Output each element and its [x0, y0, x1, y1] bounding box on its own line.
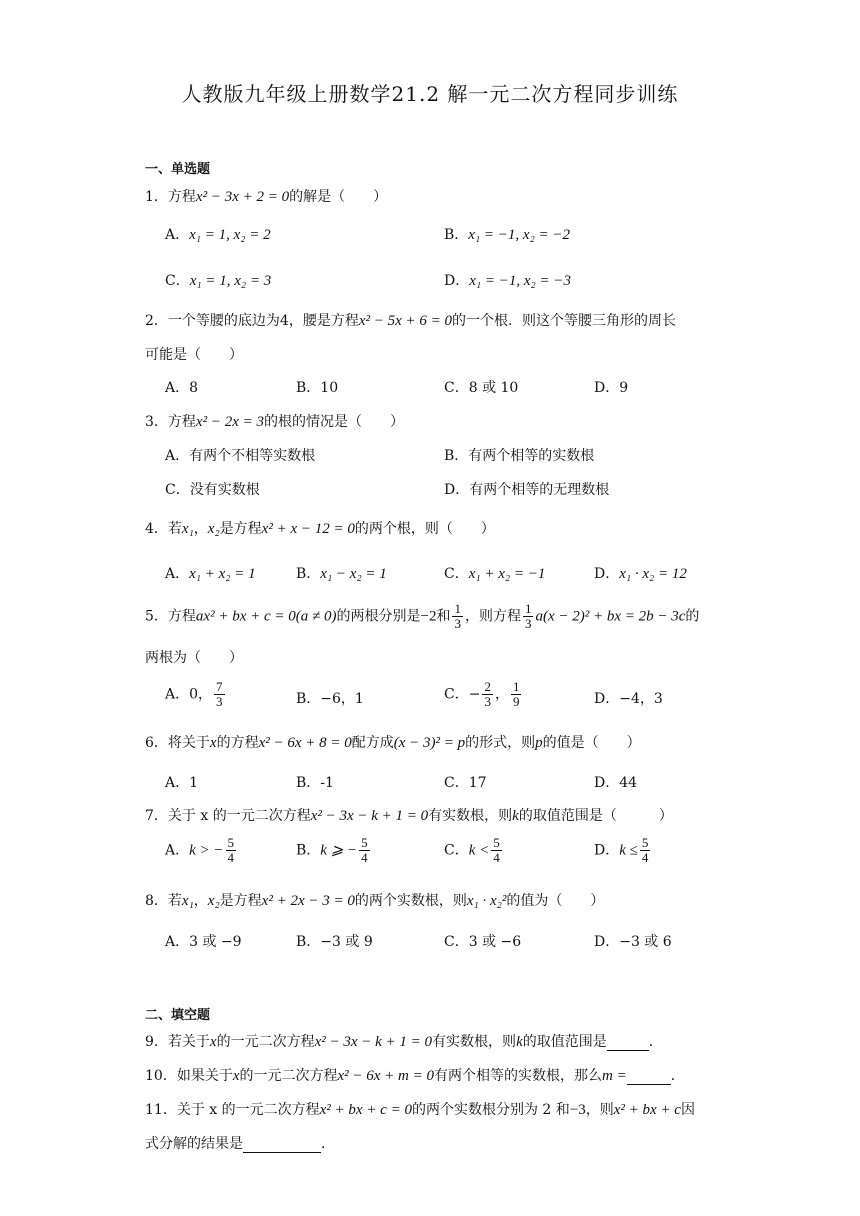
q1-stem-end: 的解是（ ） — [289, 189, 388, 205]
q8-option-a[interactable]: A．3 或 −9 — [165, 934, 242, 950]
question-11-cont: 式分解的结果是 ． — [145, 1136, 335, 1152]
q1-option-a[interactable]: A．x₁ = 1, x₂ = 2 — [165, 227, 271, 243]
q4-option-a[interactable]: A．x₁ + x₂ = 1 — [165, 566, 256, 582]
q10-answer-blank[interactable] — [627, 1068, 671, 1085]
question-3: 3．方程x² − 2x = 3的根的情况是（ ） — [145, 414, 404, 430]
q3-option-a[interactable]: A．有两个不相等实数根 — [165, 448, 316, 464]
question-6: 6．将关于x的方程x² − 6x + 8 = 0配方成(x − 3)² = p的形式，则p的值是（ ） — [145, 735, 641, 751]
q5-option-a[interactable]: A．0， $\frac{7}{3}$ — [165, 679, 223, 709]
question-11: 11．关于 x 的一元二次方程x² + bx + c = 0的两个实数根分别为 2 和−3，则x² + bx + c因 — [145, 1102, 695, 1118]
question-10: 10．如果关于x的一元二次方程x² − 6x + m = 0有两个相等的实数根，那么m = ． — [145, 1068, 685, 1084]
question-2-cont: 可能是（ ） — [145, 347, 243, 363]
q6-option-c[interactable]: C．17 — [444, 775, 487, 791]
q2-option-b[interactable]: B．10 — [296, 380, 339, 396]
q5-option-c[interactable]: C．− $\frac{2}{3}$ ， $\frac{1}{9}$ — [444, 679, 520, 709]
question-1 — [145, 186, 387, 206]
q3-option-d[interactable]: D．有两个相等的无理数根 — [444, 482, 610, 498]
q2-option-a[interactable]: A．8 — [165, 380, 199, 396]
q9-answer-blank[interactable] — [607, 1034, 649, 1051]
section-heading-fill-blank: 二、填空题 — [145, 1008, 211, 1023]
q2-option-d[interactable]: D．9 — [594, 380, 629, 396]
q6-option-b[interactable]: B．-1 — [296, 775, 334, 791]
q3-option-b[interactable]: B．有两个相等的实数根 — [444, 448, 595, 464]
q5-option-d[interactable]: D．−4，3 — [594, 691, 663, 707]
question-5-cont: 两根为（ ） — [145, 650, 243, 666]
question-8: 8．若x₁，x₂是方程x² + 2x − 3 = 0的两个实数根，则x₁ · x₂²的值为（ ） — [145, 893, 605, 909]
q4-option-d[interactable]: D．x₁ · x₂ = 12 — [594, 566, 687, 582]
q3-option-c[interactable]: C．没有实数根 — [165, 482, 260, 498]
q1-option-b[interactable]: B．x₁ = −1, x₂ = −2 — [444, 227, 571, 243]
q7-option-b[interactable]: B．k ⩾ − $\frac{5}{4}$ — [296, 835, 368, 865]
q5-option-b[interactable]: B．−6，1 — [296, 691, 364, 707]
q7-option-a[interactable]: A．k > − $\frac{5}{4}$ — [165, 835, 235, 865]
q4-option-c[interactable]: C．x₁ + x₂ = −1 — [444, 566, 546, 582]
q7-option-c[interactable]: C．k < $\frac{5}{4}$ — [444, 835, 500, 865]
question-7: 7．关于 x 的一元二次方程x² − 3x − k + 1 = 0有实数根，则k的取值范围是（ ） — [145, 808, 673, 824]
question-5: 5．方程ax² + bx + c = 0(a ≠ 0)的两根分别是−2和 $\frac{1}{3}$ ，则方程 $\frac{1}{3}$ a(x − 2)² + bx = 2b − 3c的 — [145, 601, 700, 631]
q7-option-d[interactable]: D．k ≤ $\frac{5}{4}$ — [594, 835, 649, 865]
q6-option-a[interactable]: A．1 — [165, 775, 199, 791]
q6-option-d[interactable]: D．44 — [594, 775, 638, 791]
question-9: 9．若关于x的一元二次方程x² − 3x − k + 1 = 0有实数根，则k的取值范围是 ． — [145, 1034, 663, 1050]
q8-option-d[interactable]: D．−3 或 6 — [594, 934, 672, 950]
question-4: 4．若x₁，x₂是方程x² + x − 12 = 0的两个根，则（ ） — [145, 521, 495, 537]
q1-equation: x² − 3x + 2 = 0 — [195, 189, 290, 205]
q11-answer-blank[interactable] — [243, 1136, 321, 1153]
q8-option-b[interactable]: B．−3 或 9 — [296, 934, 373, 950]
q1-option-c[interactable]: C．x₁ = 1, x₂ = 3 — [165, 273, 272, 289]
page-title: 人教版九年级上册数学21.2 解一元二次方程同步训练 — [181, 82, 679, 106]
q2-option-c[interactable]: C．8 或 10 — [444, 380, 519, 396]
q1-stem: 1．方程 — [145, 189, 196, 205]
q4-option-b[interactable]: B．x₁ − x₂ = 1 — [296, 566, 387, 582]
section-heading-single-choice: 一、单选题 — [145, 162, 211, 177]
q1-option-d[interactable]: D．x₁ = −1, x₂ = −3 — [444, 273, 571, 289]
question-2: 2．一个等腰的底边为4，腰是方程x² − 5x + 6 = 0的一个根．则这个等腰三角形的周长 — [145, 313, 677, 329]
q8-option-c[interactable]: C．3 或 −6 — [444, 934, 522, 950]
